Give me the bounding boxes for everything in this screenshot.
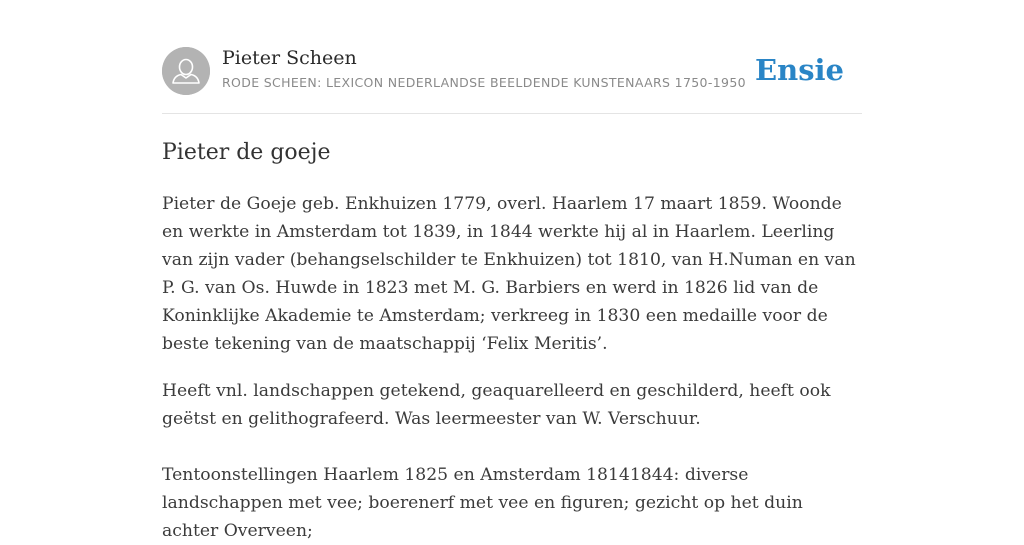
- article-paragraph: Pieter de Goeje geb. Enkhuizen 1779, overl. Haarlem 17 maart 1859. Woonde en werkte in Amsterdam tot 1839, in 1844 werkte hij al in Haarlem. Leerling van zijn vader (behangselschilder te Enkhuizen) tot 1810, van H.Numan en van P. G. van Os. Huwde in 1823 met M. G. Barbiers en werd in 1826 lid van de Koninklijke Akademie te Amsterdam; verkreeg in 1830 een medaille voor de beste tekening van de maatschappij ‘Felix Meritis’.: [162, 194, 856, 354]
- source-label[interactable]: RODE SCHEEN: LEXICON NEDERLANDSE BEELDENDE KUNSTENAARS 1750-1950: [222, 75, 746, 90]
- author-name[interactable]: Pieter Scheen: [222, 47, 357, 69]
- article-paragraph: Heeft vnl. landschappen getekend, geaquarelleerd en geschilderd, heeft ook geëtst en gelithografeerd. Was leermeester van W. Verschuur.: [162, 381, 831, 429]
- ensie-logo[interactable]: Ensie: [755, 53, 844, 87]
- article-paragraph: Tentoonstellingen Haarlem 1825 en Amsterdam 18141844: diverse landschappen met vee; boerenerf met vee en figuren; gezicht op het duin achter Overveen;: [162, 465, 803, 541]
- content-container: [162, 0, 862, 541]
- article-header: [162, 0, 862, 114]
- article-title: Pieter de goeje: [162, 140, 331, 165]
- user-silhouette-icon[interactable]: [162, 47, 210, 95]
